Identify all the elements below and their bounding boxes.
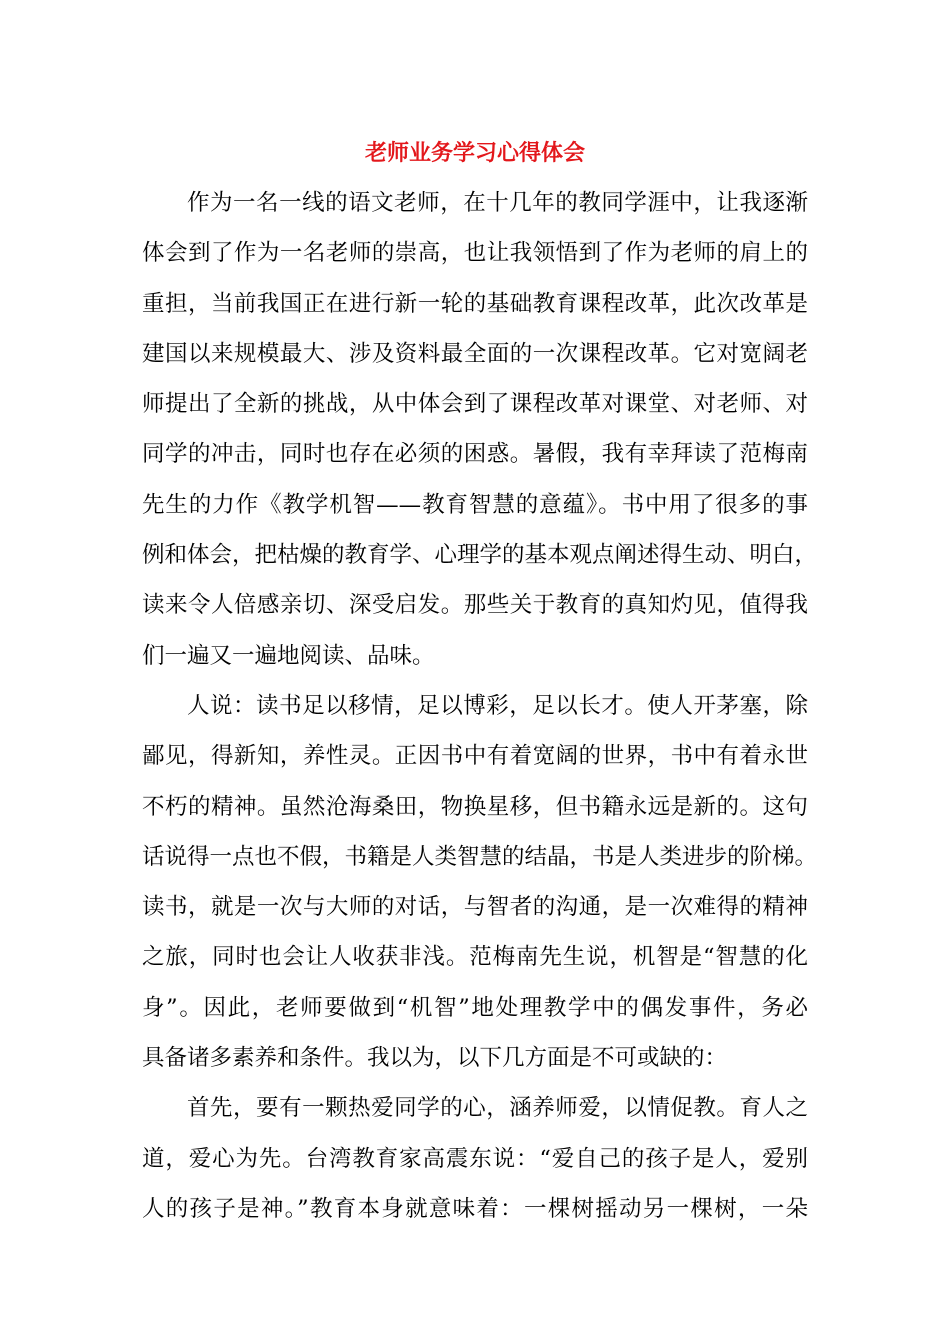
paragraph-3 bbox=[142, 1083, 808, 1234]
text-line: 人说：读书足以移情，足以博彩，足以长才。使人开茅塞，除 bbox=[187, 692, 808, 719]
text-line: 读书，就是一次与大师的对话，与智者的沟通，是一次难得的精神 bbox=[142, 894, 808, 921]
document-title: 老师业务学习心得体会 bbox=[364, 140, 585, 166]
text-line: 具备诸多素养和条件。我以为，以下几方面是不可或缺的： bbox=[142, 1045, 728, 1072]
text-line: 例和体会，把枯燥的教育学、心理学的基本观点阐述得生动、明白， bbox=[142, 542, 818, 569]
paragraph-2 bbox=[142, 681, 818, 1083]
document-body bbox=[142, 178, 818, 1234]
text-line: 建国以来规模最大、涉及资料最全面的一次课程改革。它对宽阔老 bbox=[142, 340, 808, 367]
text-line: 不朽的精神。虽然沧海桑田，物换星移，但书籍永远是新的。这句 bbox=[142, 793, 808, 820]
text-line: 们一遍又一遍地阅读、品味。 bbox=[142, 642, 435, 669]
text-line: 人的孩子是神。”教育本身就意味着：一棵树摇动另一棵树，一朵 bbox=[142, 1195, 808, 1222]
text-line: 体会到了作为一名老师的崇高，也让我领悟到了作为老师的肩上的 bbox=[142, 240, 808, 267]
text-line: 作为一名一线的语文老师，在十几年的教同学涯中，让我逐渐 bbox=[187, 190, 808, 216]
text-line: 之旅，同时也会让人收获非浅。范梅南先生说，机智是“智慧的化 bbox=[142, 944, 808, 971]
text-line: 重担，当前我国正在进行新一轮的基础教育课程改革，此次改革是 bbox=[142, 290, 808, 317]
text-line: 话说得一点也不假，书籍是人类智慧的结晶，书是人类进步的阶梯。 bbox=[142, 843, 818, 870]
text-line: 先生的力作《教学机智——教育智慧的意蕴》。书中用了很多的事 bbox=[142, 491, 808, 518]
paragraph-1 bbox=[142, 178, 818, 681]
text-line: 首先，要有一颗热爱同学的心，涵养师爱，以情促教。育人之 bbox=[187, 1095, 808, 1122]
text-line: 读来令人倍感亲切、深受启发。那些关于教育的真知灼见，值得我 bbox=[142, 592, 808, 619]
text-line: 鄙见，得新知，养性灵。正因书中有着宽阔的世界，书中有着永世 bbox=[142, 743, 808, 770]
text-line: 身”。因此，老师要做到“机智”地处理教学中的偶发事件，务必 bbox=[142, 994, 808, 1021]
text-line: 师提出了全新的挑战，从中体会到了课程改革对课堂、对老师、对 bbox=[142, 391, 808, 418]
text-line: 道，爱心为先。台湾教育家高震东说：“爱自己的孩子是人，爱别 bbox=[142, 1145, 808, 1172]
text-line: 同学的冲击，同时也存在必须的困惑。暑假，我有幸拜读了范梅南 bbox=[142, 441, 808, 468]
